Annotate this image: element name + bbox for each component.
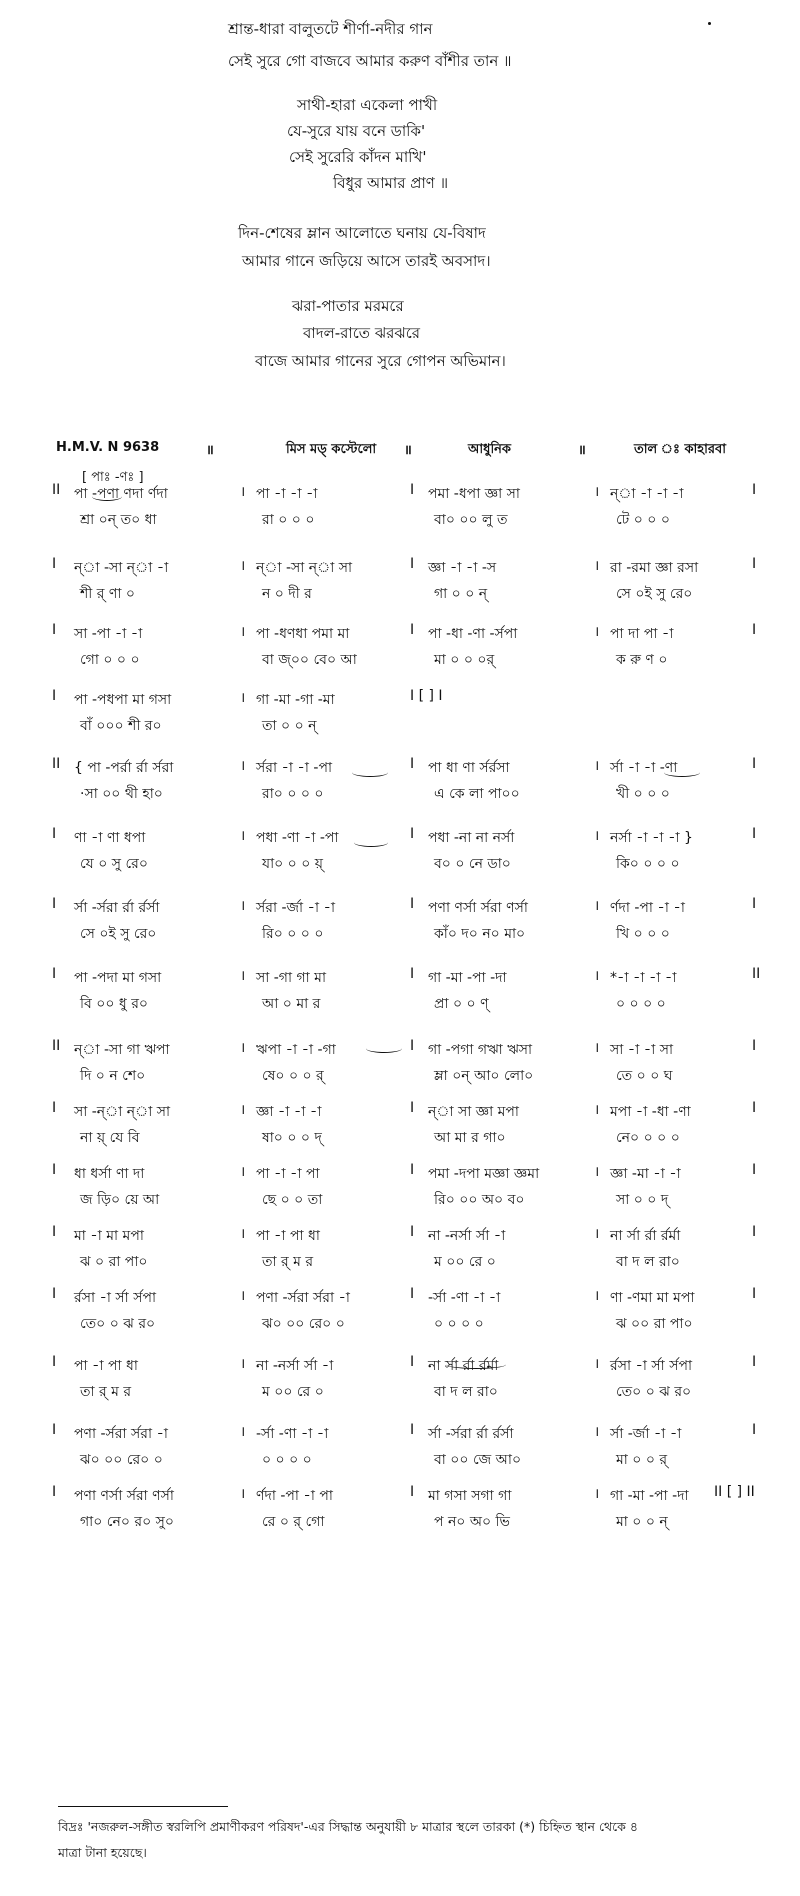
bar-line: ।	[594, 898, 600, 914]
syllable-group: বা ০০ জে আ০	[434, 1452, 522, 1468]
bar-line: I	[52, 556, 57, 572]
bar-line: II	[52, 482, 61, 498]
note-group: পা -পণা ণদা র্ণদা	[74, 486, 168, 502]
lyric-line: যে-সুরে যায় বনে ডাকি'	[287, 122, 426, 140]
syllable-group: রি০ ০ ০ ০	[262, 926, 324, 942]
bar-line: ।	[594, 1164, 600, 1180]
swaralipi-line	[52, 688, 762, 708]
bar-line: ।	[594, 1486, 600, 1502]
bar-line: I	[752, 1224, 757, 1240]
note-group: ণা -া ণা ধপা	[74, 830, 146, 846]
syllable-line	[52, 782, 762, 802]
bar-line: I	[410, 1484, 415, 1500]
syllable-group: যা০ ০ ০ য়্‌	[262, 856, 324, 872]
note-group: জ্ঞা -া -া -স	[428, 560, 497, 576]
syllable-line	[52, 1312, 762, 1332]
note-group: পা -ধণধা পমা মা	[256, 626, 350, 642]
note-group: না -নর্সা র্সা -া	[428, 1228, 506, 1244]
syllable-group: দি ০ ন শে০	[80, 1068, 146, 1084]
syllable-group: বা দ ল রা০	[434, 1384, 498, 1400]
bar-line: ।	[240, 690, 246, 706]
bar-line: I	[410, 1224, 415, 1240]
bar-line: I	[410, 966, 415, 982]
swaralipi-line	[52, 622, 762, 642]
bar-line: I	[52, 1484, 57, 1500]
syllable-group: জ ড়ি০ য়ে আ	[80, 1192, 160, 1208]
bar-line: I	[752, 1038, 757, 1054]
note-group: পা দা পা -া	[610, 626, 674, 642]
swaralipi-line	[52, 896, 762, 916]
note-group: পমা -দপা মজ্ঞা জ্ঞমা	[428, 1166, 540, 1182]
syllable-group: রা ০ ০ ০	[262, 512, 315, 528]
lyric-line: দিন-শেষের ম্লান আলোতে ঘনায় যে-বিষাদ	[238, 224, 486, 242]
bar-line: ।	[594, 1040, 600, 1056]
syllable-group: তে০ ০ ঝ র০	[80, 1316, 156, 1332]
footer-rule	[58, 1806, 228, 1807]
note-group: র্সা -র্জা -া -া	[610, 1426, 682, 1442]
lyric-line: ঝরা-পাতার মরমরে	[292, 297, 404, 315]
note-group: র্সরা -া -া -পা	[256, 760, 333, 776]
note-group: জ্ঞা -া -া -া	[256, 1104, 322, 1120]
bar-line: ।	[594, 624, 600, 640]
song-genre: আধুনিক	[468, 442, 512, 457]
swaralipi-line	[52, 482, 762, 502]
syllable-group: রে ০ র্‌ গো	[262, 1514, 325, 1530]
note-group: মা গসা সগা গা	[428, 1488, 512, 1504]
bar-line: I	[752, 1100, 757, 1116]
bar-line: I	[410, 482, 415, 498]
lyric-line: বাজে আমার গানের সুরে গোপন অভিমান।	[255, 352, 506, 370]
bar-line: I	[52, 1162, 57, 1178]
slur-mark	[92, 492, 122, 501]
note-group: { পা -পর্রা র্রা র্সরা	[74, 760, 174, 776]
syllable-group: রা০ ০ ০ ০	[262, 786, 324, 802]
bar-line: I	[410, 1100, 415, 1116]
bar-line: ।	[240, 624, 246, 640]
bar-line: ।	[240, 1164, 246, 1180]
note-group: পা -পধপা মা গসা	[74, 692, 172, 708]
syllable-line	[52, 648, 762, 668]
swaralipi-line	[52, 1484, 762, 1504]
syllable-group: ০ ০ ০ ০	[616, 996, 666, 1012]
bar-line: I	[52, 1286, 57, 1302]
swaralipi-line	[52, 1224, 762, 1244]
bar-line: ।	[240, 758, 246, 774]
bar-line: II	[52, 756, 61, 772]
syllable-group: ০ ০ ০ ০	[262, 1452, 312, 1468]
bar-line: II	[752, 966, 761, 982]
syllable-group: খি ০ ০ ০	[616, 926, 670, 942]
bar-line: I	[52, 1354, 57, 1370]
syllable-group: কি০ ০ ০ ০	[616, 856, 680, 872]
record-number: H.M.V. N 9638	[56, 440, 160, 455]
note-group: পণা ণর্সা র্সরা ণর্সা	[428, 900, 528, 916]
slur-mark	[366, 1044, 402, 1053]
slur-mark	[352, 768, 388, 777]
syllable-group: তা র্‌ ম র	[262, 1254, 314, 1270]
bar-line: ।	[594, 758, 600, 774]
bar-line: ।	[240, 1356, 246, 1372]
note-group: সা -া -া সা	[610, 1042, 674, 1058]
note-group: নর্সা -া -া -া }	[610, 830, 693, 846]
bar-line: II	[52, 1038, 61, 1054]
note-group: র্রসা -া র্সা র্সপা	[610, 1358, 693, 1374]
syllable-group: মা ০ ০ ন্‌	[616, 1514, 668, 1530]
syllable-group: বাঁ ০০০ শী র০	[80, 718, 162, 734]
bar-line: ।	[240, 1288, 246, 1304]
bar-line: I	[752, 1354, 757, 1370]
note-group: পণা -র্সরা র্সরা -া	[256, 1290, 350, 1306]
bar-line: I	[52, 826, 57, 842]
syllable-group: গা ০ ০ ন্‌	[434, 586, 488, 602]
lyric-line: সেই সুরেরি কাঁদন মাখি'	[289, 148, 427, 166]
swaralipi-line	[52, 1162, 762, 1182]
syllable-line	[52, 992, 762, 1012]
bar-line: ।	[594, 1424, 600, 1440]
bar-line: I	[410, 1354, 415, 1370]
footnote	[58, 1814, 758, 1866]
note-group: র্ণদা -পা -া পা	[256, 1488, 333, 1504]
syllable-line	[52, 714, 762, 734]
syllable-group: নে০ ০ ০ ০	[616, 1130, 680, 1146]
syllable-group: আ ০ মা র	[262, 996, 321, 1012]
note-group: র্সরা -র্জা -া -া	[256, 900, 336, 916]
lyric-line: আমার গানে জড়িয়ে আসে তারই অবসাদ।	[242, 252, 491, 270]
footnote-line: মাত্রা টানা হয়েছে।	[58, 1845, 147, 1860]
lyric-line: সেই সুরে গো বাজবে আমার করুণ বাঁশীর তান ॥	[228, 52, 512, 70]
bar-line: I	[410, 556, 415, 572]
note-group: গা -পগা গঋা ঋসা	[428, 1042, 533, 1058]
bar-line: ।	[240, 828, 246, 844]
note-group: র্রসা -া র্সা র্সপা	[74, 1290, 157, 1306]
note-group: -র্সা -ণা -া -া	[428, 1290, 501, 1306]
note-group: পণা ণর্সা র্সরা ণর্সা	[74, 1488, 174, 1504]
syllable-group: ম্লা ০ন্‌ আ০ লো০	[434, 1068, 534, 1084]
bar-line: ।	[594, 1356, 600, 1372]
syllable-group: তে০ ০ ঝ র০	[616, 1384, 692, 1400]
note-group: র্সা -র্সরা র্রা র্রর্সা	[428, 1426, 514, 1442]
lyric-line: বাদল-রাতে ঝরঝরে	[303, 324, 421, 342]
syllable-group: মা ০ ০ র্‌	[616, 1452, 668, 1468]
note-group: না -নর্সা র্সা -া	[256, 1358, 334, 1374]
swaralipi-line	[52, 966, 762, 986]
syllable-line	[52, 1188, 762, 1208]
singer-name: মিস মড্‌ কস্টেলো	[286, 442, 377, 457]
bar-line: I	[52, 896, 57, 912]
swaralipi-line	[52, 1422, 762, 1442]
swaralipi-line	[52, 1038, 762, 1058]
bar-line: I	[52, 966, 57, 982]
syllable-group: যে ০ সু রে০	[80, 856, 148, 872]
bar-line: I	[410, 622, 415, 638]
syllable-group: সে ০ই সু রে০	[80, 926, 157, 942]
note-group: জ্ঞা -মা -া -া	[610, 1166, 681, 1182]
syllable-group: বি ০০ ধু র০	[80, 996, 149, 1012]
slur-mark	[446, 1360, 506, 1369]
bar-line: ।	[594, 828, 600, 844]
bar-line: I	[410, 1162, 415, 1178]
separator: ॥	[206, 443, 214, 458]
note-group: পা -া পা ধা	[256, 1228, 320, 1244]
syllable-group: ষা০ ০ ০ দ্‌	[262, 1130, 322, 1146]
slur-mark	[354, 838, 388, 847]
bar-line: ।	[594, 968, 600, 984]
syllable-group: ম ০০ রে ০	[262, 1384, 324, 1400]
note-group: ধা ধর্সা ণা দা	[74, 1166, 145, 1182]
bar-line: I	[410, 1038, 415, 1054]
note-group: ন্‌া -সা ন্‌া -া	[74, 560, 169, 576]
syllable-line	[52, 1126, 762, 1146]
syllable-group: ব০ ০ নে ডা০	[434, 856, 511, 872]
bar-line: ।	[594, 484, 600, 500]
syllable-group: এ কে লা পা০০	[434, 786, 520, 802]
notation-tag: [ পাঃ -ণঃ ]	[82, 470, 144, 485]
swaralipi-line	[52, 556, 762, 576]
syllable-group: বা দ ল রা০	[616, 1254, 680, 1270]
note-group: সা -পা -া -া	[74, 626, 143, 642]
syllable-group: ন ০ দী র	[262, 586, 312, 602]
bar-line: I	[52, 1100, 57, 1116]
stray-dot	[708, 22, 711, 25]
bar-line: I	[52, 1422, 57, 1438]
note-group: গা -মা -গা -মা	[256, 692, 335, 708]
note-group: ন্‌া -সা ন্‌া সা	[256, 560, 353, 576]
bar-line: ।	[240, 484, 246, 500]
bar-line: ।	[594, 1288, 600, 1304]
syllable-group: বা জ্‌০০ বে০ আ	[262, 652, 357, 668]
bar-line: ।	[594, 558, 600, 574]
note-group: *-া -া -া -া	[610, 970, 677, 986]
lyric-line: সাথী-হারা একেলা পাখী	[297, 96, 438, 114]
syllable-group: খী ০ ০ ০	[616, 786, 670, 802]
tala-label: তাল ঃ কাহারবা	[634, 442, 727, 457]
note-group: র্ণদা -পা -া -া	[610, 900, 685, 916]
syllable-line	[52, 1380, 762, 1400]
bar-line: ।	[240, 898, 246, 914]
bar-line: I	[752, 556, 757, 572]
syllable-group: প ন০ অ০ ভি	[434, 1514, 510, 1530]
bar-line: I	[752, 482, 757, 498]
note-group: -র্সা -ণা -া -া	[256, 1426, 329, 1442]
note-group: র্সা -া -া -ণা	[610, 760, 678, 776]
syllable-group: ঝ ০ রা পা০	[80, 1254, 148, 1270]
note-group: পা -পদা মা গসা	[74, 970, 162, 986]
bar-line: I	[752, 1422, 757, 1438]
syllable-line	[52, 922, 762, 942]
bar-line: ।	[594, 1226, 600, 1242]
syllable-group: ঝ০ ০০ রে০ ০	[262, 1316, 345, 1332]
syllable-line	[52, 852, 762, 872]
note-group: না র্সা র্রা র্রর্মা	[610, 1228, 681, 1244]
swaralipi-line	[52, 1354, 762, 1374]
syllable-group: তে ০ ০ ঘ	[616, 1068, 673, 1084]
bar-line: II [ ] II	[714, 1484, 755, 1500]
bar-line: I	[752, 1286, 757, 1302]
note-group: ন্‌া -া -া -া	[610, 486, 684, 502]
note-group: না র্সা র্রা র্রর্মা	[428, 1358, 499, 1374]
syllable-group: আ মা র গা০	[434, 1130, 506, 1146]
syllable-group: বা০ ০০ লু ত	[434, 512, 508, 528]
syllable-group: ছে ০ ০ তা	[262, 1192, 323, 1208]
bar-line: I	[52, 622, 57, 638]
note-group: মা -া মা মপা	[74, 1228, 144, 1244]
bar-line: ।	[240, 1486, 246, 1502]
note-group: ন্‌া -সা গা ঋপা	[74, 1042, 170, 1058]
slur-mark	[664, 768, 700, 777]
bar-line: ।	[594, 1102, 600, 1118]
bar-line: I	[752, 622, 757, 638]
lyric-line: বিধুর আমার প্রাণ ॥	[333, 174, 449, 192]
note-group: পা ধা ণা র্সর্রসা	[428, 760, 510, 776]
footnote-line: বিদ্রঃ 'নজরুল-সঙ্গীত স্বরলিপি প্রমাণীকরণ পরিষদ'-এর সিদ্ধান্ত অনুযায়ী ৮ মাত্রার স্থলে তারকা (*) চিহ্নিত স্থান থেকে ৪	[58, 1819, 638, 1834]
syllable-line	[52, 582, 762, 602]
bar-line: ।	[240, 558, 246, 574]
bar-line: I [ ] I	[410, 688, 443, 704]
bar-line: I	[410, 1422, 415, 1438]
swaralipi-line	[52, 756, 762, 776]
syllable-group: ষে০ ০ ০ র্‌	[262, 1068, 324, 1084]
bar-line: I	[752, 756, 757, 772]
bar-line: I	[52, 1224, 57, 1240]
note-group: পা -া -া -া	[256, 486, 318, 502]
bar-line: ।	[240, 1102, 246, 1118]
syllable-group: ক রু ণ ০	[616, 652, 668, 668]
note-group: সা -গা গা মা	[256, 970, 327, 986]
syllable-group: প্রা ০ ০ ণ্‌	[434, 996, 489, 1012]
syllable-group: না য়্‌ যে বি	[80, 1130, 140, 1146]
note-group: মপা -া -ধা -ণা	[610, 1104, 691, 1120]
note-group: পমা -ধপা জ্ঞা সা	[428, 486, 520, 502]
note-group: পণা -র্সরা র্সরা -া	[74, 1426, 168, 1442]
bar-line: I	[752, 896, 757, 912]
separator: ॥	[404, 443, 412, 458]
syllable-line	[52, 508, 762, 528]
syllable-group: শ্রা ০ন্‌ ত০ ধা	[80, 512, 157, 528]
syllable-group: রি০ ০০ অ০ ব০	[434, 1192, 525, 1208]
syllable-group: সা ০ ০ দ্‌	[616, 1192, 669, 1208]
swaralipi-line	[52, 1100, 762, 1120]
syllable-line	[52, 1250, 762, 1270]
note-group: সা -ন্‌া ন্‌া সা	[74, 1104, 171, 1120]
syllable-group: ম ০০ রে ০	[434, 1254, 496, 1270]
syllable-group: ঝ ০০ রা পা০	[616, 1316, 693, 1332]
bar-line: I	[410, 756, 415, 772]
syllable-line	[52, 1510, 762, 1530]
bar-line: I	[410, 896, 415, 912]
swaralipi-line	[52, 826, 762, 846]
syllable-group: কাঁ০ দ০ ন০ মা০	[434, 926, 526, 942]
syllable-group: গো ০ ০ ০	[80, 652, 140, 668]
syllable-line	[52, 1448, 762, 1468]
note-group: ণা -ণমা মা মপা	[610, 1290, 695, 1306]
syllable-group: সে ০ই সু রে০	[616, 586, 693, 602]
syllable-group: ·সা ০০ থী হা০	[80, 786, 163, 802]
note-group: পধা -ণা -া -পা	[256, 830, 339, 846]
bar-line: I	[52, 688, 57, 704]
syllable-line	[52, 1064, 762, 1084]
syllable-group: ঝ০ ০০ রে০ ০	[80, 1452, 163, 1468]
bar-line: ।	[240, 1424, 246, 1440]
swaralipi-line	[52, 1286, 762, 1306]
note-group: রা -রমা জ্ঞা রসা	[610, 560, 699, 576]
note-group: গা -মা -পা -দা	[610, 1488, 689, 1504]
syllable-group: শী র্‌ ণা ০	[80, 586, 135, 602]
note-group: পা -া পা ধা	[74, 1358, 138, 1374]
note-group: পা -া -া পা	[256, 1166, 320, 1182]
bar-line: I	[410, 826, 415, 842]
syllable-group: গা০ নে০ র০ সু০	[80, 1514, 174, 1530]
bar-line: ।	[240, 1040, 246, 1056]
syllable-group: ০ ০ ০ ০	[434, 1316, 484, 1332]
syllable-group: মা ০ ০ ০র্‌	[434, 652, 495, 668]
bar-line: I	[410, 1286, 415, 1302]
note-group: র্সা -র্সরা র্রা র্রর্সা	[74, 900, 160, 916]
note-group: ঋপা -া -া -গা	[256, 1042, 336, 1058]
note-group: পা -ধা -ণা -র্সপা	[428, 626, 518, 642]
syllable-group: তা র্‌ ম র	[80, 1384, 132, 1400]
note-group: পধা -না না নর্সা	[428, 830, 515, 846]
bar-line: I	[752, 826, 757, 842]
separator: ॥	[578, 443, 586, 458]
note-group: ন্‌া সা জ্ঞা মপা	[428, 1104, 519, 1120]
syllable-group: তা ০ ০ ন্‌	[262, 718, 317, 734]
record-header	[56, 440, 756, 462]
note-group: গা -মা -পা -দা	[428, 970, 507, 986]
bar-line: I	[752, 1162, 757, 1178]
bar-line: ।	[240, 968, 246, 984]
lyric-line: শ্রান্ত-ধারা বালুতটে শীর্ণা-নদীর গান	[228, 20, 433, 38]
syllable-group: টে ০ ০ ০	[616, 512, 670, 528]
bar-line: ।	[240, 1226, 246, 1242]
